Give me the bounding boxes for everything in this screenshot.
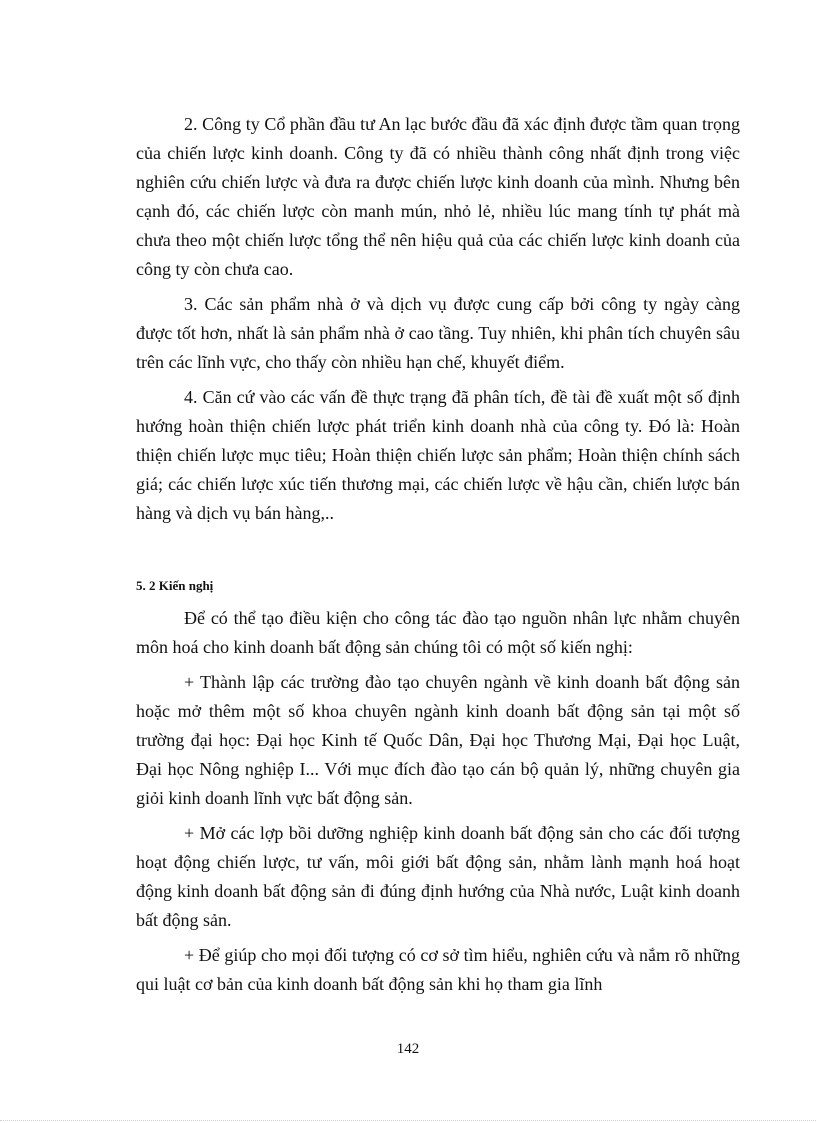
paragraph-conclusion-3: 3. Các sản phẩm nhà ở và dịch vụ được cung cấp bởi công ty ngày càng được tốt hơn, nhất là sản phẩm nhà ở cao tầng. Tuy nhiên, khi phân tích chuyên sâu trên các lĩnh vực, cho thấy còn nhiều hạn chế, khuyết điểm. <box>136 294 740 372</box>
body-text <box>136 110 740 1005</box>
paragraph-conclusion-4: 4. Căn cứ vào các vấn đề thực trạng đã phân tích, đề tài đề xuất một số định hướng hoàn thiện chiến lược phát triển kinh doanh nhà của công ty. Đó là: Hoàn thiện chiến lược mục tiêu; Hoàn thiện chiến lược sản phẩm; Hoàn thiện chính sách giá; các chiến lược xúc tiến thương mại, các chiến lược về hậu cần, chiến lược bán hàng và dịch vụ bán hàng,.. <box>136 387 740 523</box>
page-bottom-divider <box>0 1120 816 1121</box>
paragraph-recommendation-2: + Mở các lợp bồi dưỡng nghiệp kinh doanh bất động sản cho các đối tượng hoạt động chiến lược, tư vấn, môi giới bất động sản, nhằm lành mạnh hoá hoạt động kinh doanh bất động sản đi đúng định hướng của Nhà nước, Luật kinh doanh bất động sản. <box>136 823 740 930</box>
paragraph-recommendation-1: + Thành lập các trường đào tạo chuyên ngành về kinh doanh bất động sản hoặc mở thêm một số khoa chuyên ngành kinh doanh bất động sản tại một số trường đại học: Đại học Kinh tế Quốc Dân, Đại học Thương Mại, Đại học Luật, Đại học Nông nghiệp I... Với mục đích đào tạo cán bộ quản lý, những chuyên gia giỏi kinh doanh lĩnh vực bất động sản. <box>136 672 740 808</box>
paragraph-recommendation-intro: Để có thể tạo điều kiện cho công tác đào tạo nguồn nhân lực nhằm chuyên môn hoá cho kinh doanh bất động sản chúng tôi có một số kiến nghị: <box>136 608 740 657</box>
paragraph-recommendation-3: + Để giúp cho mọi đối tượng có cơ sở tìm hiểu, nghiên cứu và nắm rõ những qui luật cơ bản của kinh doanh bất động sản khi họ tham gia lĩnh <box>136 945 740 994</box>
section-heading: 5. 2 Kiến nghị <box>136 578 214 593</box>
page-number: 142 <box>396 1041 420 1057</box>
paragraph-conclusion-2: 2. Công ty Cổ phần đầu tư An lạc bước đầu đã xác định được tầm quan trọng của chiến lược kinh doanh. Công ty đã có nhiều thành công nhất định trong việc nghiên cứu chiến lược và đưa ra được chiến lược kinh doanh của mình. Nhưng bên cạnh đó, các chiến lược còn manh mún, nhỏ lẻ, nhiều lúc mang tính tự phát mà chưa theo một chiến lược tổng thể nên hiệu quả của các chiến lược kinh doanh của công ty còn chưa cao. <box>136 114 740 279</box>
